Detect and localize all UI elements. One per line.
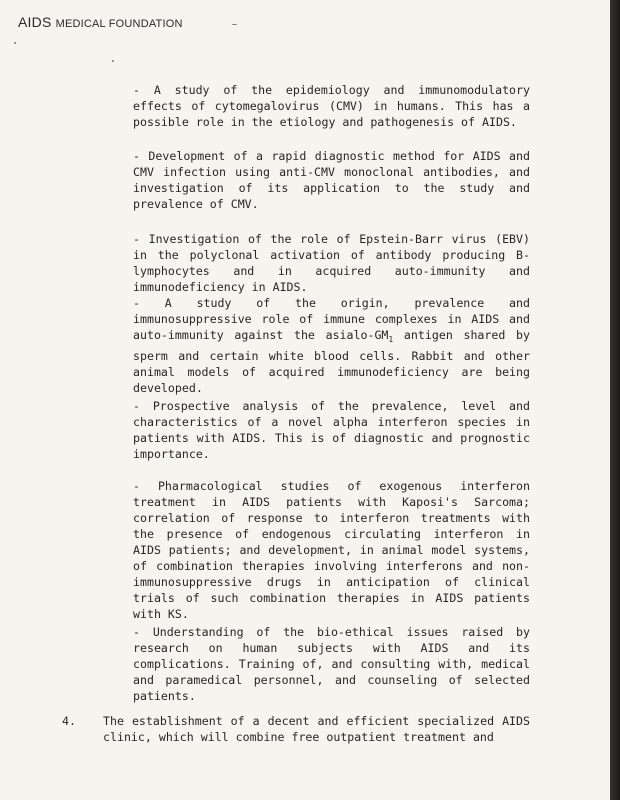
paragraph-interferon-analysis: - Prospective analysis of the prevalence, level and characteristics of a novel alpha interferon species in patients with AIDS. This is of diagnostic and prognostic importance. [133, 399, 530, 461]
immune-text-after: antigen shared by sperm and certain white blood cells. Rabbit and other animal models of acquired immunodeficiency are being developed. [133, 328, 530, 395]
paragraph-immune-complexes [133, 295, 530, 396]
paragraph-ebv-investigation: - Investigation of the role of Epstein-Barr virus (EBV) in the polyclonal activation of antibody producing B-lymphocytes and in acquired auto-immunity and immunodeficiency in AIDS. [133, 232, 530, 294]
paragraph-diagnostic-method: - Development of a rapid diagnostic method for AIDS and CMV infection using anti-CMV monoclonal antibodies, and investigation of its application to the study and prevalence of CMV. [133, 149, 530, 211]
numbered-item-text: The establishment of a decent and efficient specialized AIDS clinic, which will combine free outpatient treatment and [103, 714, 530, 744]
paper-speck [232, 24, 237, 25]
paragraph-cmv-study: - A study of the epidemiology and immunomodulatory effects of cytomegalovirus (CMV) in humans. This has a possible role in the etiology and pathogenesis of AIDS. [133, 83, 530, 129]
immune-text-before: - A study of the origin, prevalence and immunosuppressive role of immune complexes in AIDS and auto-immunity against the asialo-GM [133, 296, 530, 342]
paragraph-bioethical-issues: - Understanding of the bio-ethical issues raised by research on human subjects with AIDS and its complications. Training of, and consulting with, medical and paramedical personnel, and counseling of selected patients. [133, 625, 530, 703]
letterhead-org: MEDICAL FOUNDATION [55, 18, 183, 30]
item-number: 4. [62, 714, 76, 728]
gm-subscript: 1 [388, 335, 394, 344]
paper-speck [112, 60, 114, 62]
letterhead [18, 14, 183, 30]
paper-speck [14, 42, 16, 44]
background-edge [610, 0, 620, 800]
paragraph-pharmacological-studies: - Pharmacological studies of exogenous interferon treatment in AIDS patients with Kaposi's Sarcoma; correlation of response to interferon treatments with the presence of endogenous circulating interferon in AIDS patients; and development, in animal model systems, of combination therapies involving interferons and non-immunosuppressive drugs in anticipation of clinical trials of such combination therapies in AIDS patients with KS. [133, 479, 530, 621]
letterhead-brand: AIDS [18, 14, 52, 30]
